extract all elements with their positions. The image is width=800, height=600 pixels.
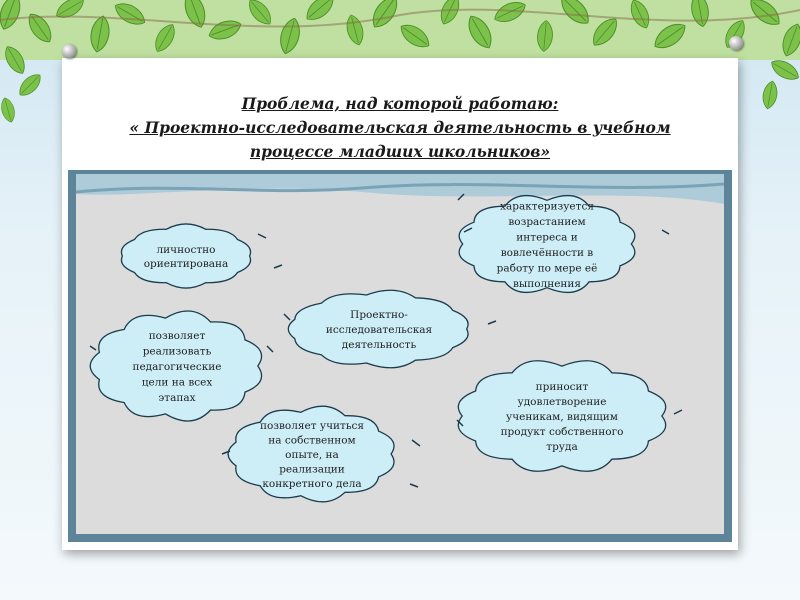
cloud-text-line: реализовать bbox=[142, 345, 212, 358]
cloud-text-line: позволяет учиться bbox=[259, 420, 365, 432]
title-line-2: « Проектно-исследовательская деятельность в учебном bbox=[129, 118, 671, 137]
cloud-text-line: педагогические bbox=[132, 361, 222, 373]
cloud-text-line: Проектно- bbox=[350, 309, 408, 321]
cloud-text-line: деятельность bbox=[341, 339, 417, 351]
pushpin-icon bbox=[62, 44, 76, 58]
cloud-text-line: позволяет bbox=[148, 330, 206, 342]
page-title bbox=[82, 92, 718, 164]
pushpin-icon bbox=[729, 36, 743, 50]
cloud-text-line: приносит bbox=[535, 381, 589, 393]
cloud-text-line: опыте, на bbox=[285, 449, 339, 461]
title-line-3: процессе младших школьников» bbox=[249, 142, 551, 161]
cloud-text-line: работу по мере её bbox=[496, 262, 598, 275]
cloud-text-line: исследовательская bbox=[325, 324, 433, 336]
cloud-text-line: интереса и bbox=[516, 231, 578, 244]
cloud-text-line: характеризуется bbox=[500, 200, 594, 213]
cloud-text-line: ученикам, видящим bbox=[506, 411, 618, 423]
cloud-shape bbox=[121, 224, 250, 288]
cloud-text-line: на собственном bbox=[268, 434, 356, 447]
cloud-text-line: личностно bbox=[156, 244, 216, 256]
cloud-text-line: труда bbox=[546, 441, 578, 453]
cloud-text-line: продукт собственного bbox=[500, 426, 624, 438]
cloud-text-line: конкретного дела bbox=[262, 478, 362, 490]
cloud-text-line: реализации bbox=[279, 463, 345, 476]
cloud-diagram bbox=[62, 164, 738, 548]
cloud-left-top bbox=[121, 224, 250, 288]
cloud-text-line: цели на всех bbox=[141, 376, 213, 389]
cloud-text-line: этапах bbox=[158, 392, 196, 404]
cloud-text-line: выполнения bbox=[512, 277, 582, 290]
cloud-text-line: ориентирована bbox=[143, 258, 229, 270]
cloud-text-line: удовлетворение bbox=[517, 396, 607, 408]
cloud-text-line: возрастанием bbox=[508, 215, 586, 228]
cloud-right-top bbox=[459, 196, 635, 293]
cloud-text-line: вовлечённости в bbox=[500, 246, 594, 259]
cloud-right-bottom bbox=[458, 361, 665, 472]
title-line-1: Проблема, над которой работаю: bbox=[241, 94, 559, 113]
